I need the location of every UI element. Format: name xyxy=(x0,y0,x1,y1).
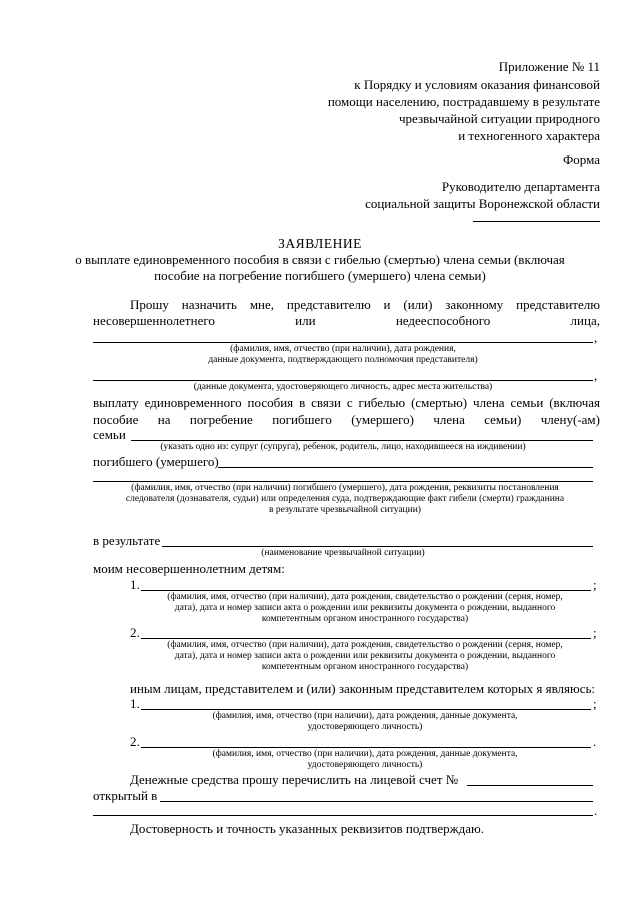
child-1-hint: компетентным органом иностранного государства) xyxy=(261,614,469,624)
word: (умершего) xyxy=(351,412,414,427)
request-line-2 xyxy=(93,314,600,328)
word: или xyxy=(295,313,316,328)
line-dot: . xyxy=(593,734,597,749)
addressee-line: Руководителю департамента xyxy=(441,179,600,194)
appendix-ref-line: к Порядку и условиям оказания финансовой xyxy=(354,77,600,92)
emergency-hint: (наименование чрезвычайной ситуации) xyxy=(261,548,425,558)
child-1-number: 1. xyxy=(130,577,140,592)
minors-label: моим несовершеннолетним детям: xyxy=(93,561,285,576)
child-2-hint: дата), дата и номер записи акта о рождении или реквизиты документа о рождении, выданного xyxy=(174,651,556,661)
other-2-hint: удостоверяющего личность) xyxy=(307,760,423,770)
other-1-input-line[interactable] xyxy=(141,709,591,710)
deceased-input-line-2[interactable] xyxy=(93,481,593,482)
line-dot: . xyxy=(594,803,598,818)
word: члена xyxy=(433,412,465,427)
relation-input-line[interactable] xyxy=(131,440,593,441)
word: мне, xyxy=(249,297,275,312)
applicant-hint: данные документа, подтверждающего полномочия представителя) xyxy=(208,355,478,365)
word: пособия xyxy=(247,395,294,410)
addressee-name-line[interactable] xyxy=(473,221,600,222)
id-document-hint: (данные документа, удостоверяющего личность, адрес места жительства) xyxy=(193,382,493,392)
word: погребение xyxy=(189,412,253,427)
word: Прошу xyxy=(130,297,169,312)
other-1-hint: (фамилия, имя, отчество (при наличии), дата рождения, данные документа, xyxy=(212,711,518,721)
deceased-label: погибшего (умершего) xyxy=(93,454,219,469)
bank-input-line[interactable] xyxy=(160,801,593,802)
word: семьи) xyxy=(484,412,522,427)
document-subtitle: пособие на погребение погибшего (умершего) члена семьи) xyxy=(154,268,486,283)
word: (или) xyxy=(403,297,433,312)
confirmation-text: Достоверность и точность указанных реквизитов подтверждаю. xyxy=(130,821,484,836)
document-title: ЗАЯВЛЕНИЕ xyxy=(278,236,362,251)
word: недееспособного xyxy=(395,313,491,328)
child-1-hint: дата), дата и номер записи акта о рождении или реквизиты документа о рождении, выданного xyxy=(174,603,556,613)
word: единовременного xyxy=(144,395,242,410)
other-1-hint: удостоверяющего личность) xyxy=(307,722,423,732)
emergency-input-line[interactable] xyxy=(162,546,593,547)
word: члену(-ам) xyxy=(540,412,600,427)
appendix-ref-line: и техногенного характера xyxy=(458,128,600,143)
word: на xyxy=(157,412,171,427)
id-document-input-line[interactable] xyxy=(93,380,593,381)
other-1-number: 1. xyxy=(130,696,140,711)
line-semicolon: ; xyxy=(593,625,597,640)
word: несовершеннолетнего xyxy=(93,313,215,328)
word: и xyxy=(383,297,391,312)
word: в xyxy=(299,395,306,410)
other-2-number: 2. xyxy=(130,734,140,749)
child-2-hint: (фамилия, имя, отчество (при наличии), дата рождения, свидетельство о рождении (серия, номер, xyxy=(167,640,563,650)
addressee-line: социальной защиты Воронежской области xyxy=(365,196,600,211)
word: (смертью) xyxy=(411,395,468,410)
line-comma: , xyxy=(594,330,598,345)
word: с xyxy=(346,395,353,410)
word: погибшего xyxy=(272,412,332,427)
appendix-number: Приложение № 11 xyxy=(498,59,600,74)
word: законному xyxy=(445,297,504,312)
word: представителю xyxy=(516,297,600,312)
word: (включая xyxy=(549,395,600,410)
deceased-hint: следователя (дознавателя, судьи) или определения суда, подтверждающие факт гибели (смерти) гражданина xyxy=(125,494,565,504)
child-2-hint: компетентным органом иностранного государства) xyxy=(261,662,469,672)
applicant-hint: (фамилия, имя, отчество (при наличии), дата рождения, xyxy=(230,344,456,354)
word: выплату xyxy=(93,395,139,410)
applicant-input-line[interactable] xyxy=(93,342,593,343)
other-2-input-line[interactable] xyxy=(141,747,591,748)
child-1-hint: (фамилия, имя, отчество (при наличии), дата рождения, свидетельство о рождении (серия, номер, xyxy=(167,592,563,602)
relation-hint: (указать одно из: супруг (супруга), ребенок, родитель, лицо, находившееся на иждивении) xyxy=(160,442,526,452)
line-comma: , xyxy=(594,368,598,383)
word: гибелью xyxy=(358,395,406,410)
word: семьи xyxy=(510,395,544,410)
deceased-hint: (фамилия, имя, отчество (при наличии) погибшего (умершего), дата рождения, реквизиты постановления xyxy=(131,483,559,493)
appendix-ref-line: помощи населению, пострадавшему в результате xyxy=(327,94,600,109)
word: связи xyxy=(311,395,341,410)
line-semicolon: ; xyxy=(593,577,597,592)
payment-line-2 xyxy=(93,413,600,427)
result-label: в результате xyxy=(93,533,161,548)
deceased-input-line[interactable] xyxy=(218,467,593,468)
line-semicolon: ; xyxy=(593,696,597,711)
document-subtitle: о выплате единовременного пособия в связи с гибелью (смертью) члена семьи (включая xyxy=(75,252,565,267)
word: члена xyxy=(473,395,505,410)
child-1-input-line[interactable] xyxy=(141,590,591,591)
child-2-input-line[interactable] xyxy=(141,638,591,639)
account-number-input-line[interactable] xyxy=(467,785,593,786)
family-label: семьи xyxy=(93,427,126,442)
word: представителю xyxy=(286,297,371,312)
payment-line-1 xyxy=(93,396,600,410)
word: пособие xyxy=(93,412,139,427)
appendix-ref-line: чрезвычайной ситуации природного xyxy=(399,111,600,126)
deceased-hint: в результате чрезвычайной ситуации) xyxy=(269,505,421,515)
word: назначить xyxy=(181,297,237,312)
other-2-hint: (фамилия, имя, отчество (при наличии), дата рождения, данные документа, xyxy=(212,749,518,759)
word: лица, xyxy=(570,313,600,328)
bank-input-line-2[interactable] xyxy=(93,815,593,816)
opened-in-label: открытый в xyxy=(93,788,158,803)
form-label: Форма xyxy=(563,152,600,167)
others-label: иным лицам, представителем и (или) законным представителем которых я являюсь: xyxy=(130,681,596,696)
request-line-1 xyxy=(130,298,600,312)
child-2-number: 2. xyxy=(130,625,140,640)
account-label: Денежные средства прошу перечислить на лицевой счет № xyxy=(130,772,459,787)
